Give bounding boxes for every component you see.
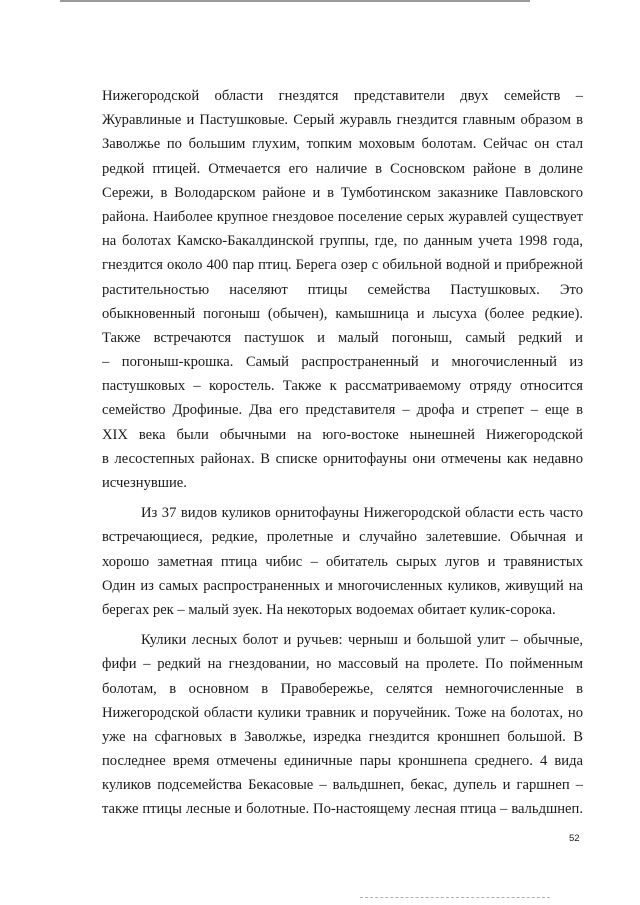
text-line: Из 37 видов куликов орнитофауны Нижегородской области есть часто: [141, 505, 583, 522]
text-line: фифи – редкий на гнездовании, но массовый на пролете. По пойменным: [102, 656, 583, 673]
text-line: на болотах Камско-Бакалдинской группы, где, по данным учета 1998 года,: [102, 233, 583, 250]
text-line: обыкновенный погоныш (обычен), камышница и лысуха (более редкие).: [102, 305, 583, 322]
text-line: Кулики лесных болот и ручьев: черныш и большой улит – обычные,: [141, 632, 583, 649]
page-top-edge: [60, 0, 530, 2]
text-line: берегах рек – малый зуек. На некоторых водоемах обитает кулик-сорока.: [102, 601, 556, 618]
page-number: 52: [569, 833, 580, 844]
text-line: редкой птицей. Отмечается его наличие в Сосновском районе в долине: [102, 160, 583, 177]
text-line: Нижегородской области кулики травник и поручейник. Тоже на болотах, но: [102, 704, 583, 721]
text-line: в лесостепных районах. В списке орнитофауны они отмечены как недавно: [102, 450, 583, 467]
text-line: также птицы лесные и болотные. По-настоящему лесная птица – вальдшнеп.: [102, 801, 583, 818]
text-line: – погоныш-крошка. Самый распространенный и многочисленный из: [102, 354, 583, 371]
paragraph-3: [102, 628, 583, 822]
text-line: болотам, в основном в Правобережье, селятся немногочисленные в: [102, 680, 583, 697]
text-line: последнее время отмечены единичные пары кроншнепа среднего. 4 вида: [102, 753, 583, 770]
text-line: исчезнувшие.: [102, 475, 187, 491]
text-line: Нижегородской области гнездятся представители двух семейств –: [102, 88, 583, 104]
paragraph-2: [102, 501, 583, 622]
text-line: семейство Дрофиные. Два его представителя – дрофа и стрепет – еще в: [102, 402, 583, 419]
text-line: Заволжье по большим глухим, топким моховым болотам. Сейчас он стал: [102, 136, 583, 153]
text-line: Журавлиные и Пастушковые. Серый журавль гнездится главным образом в: [102, 112, 583, 129]
text-line: растительностью населяют птицы семейства Пастушковых. Это: [102, 281, 583, 298]
text-line: пастушковых – коростель. Также к рассматриваемому отряду относится: [102, 378, 583, 395]
text-line: района. Наиболее крупное гнездовое поселение серых журавлей существует: [102, 208, 583, 225]
text-line: куликов подсемейства Бекасовые – вальдшнеп, бекас, дупель и гаршнеп –: [102, 777, 583, 794]
text-line: уже на сфагновых в Заволжье, изредка гнездится кроншнеп большой. В: [102, 728, 583, 745]
text-line: XIX века были обычными на юго-востоке нынешней Нижегородской: [102, 426, 583, 443]
text-line: встречающиеся, редкие, пролетные и случайно залетевшие. Обычная и: [102, 529, 583, 546]
document-body: [102, 84, 583, 822]
text-line: гнездится около 400 пар птиц. Берега озер с обильной водной и прибрежной: [102, 257, 583, 274]
text-line: Также встречаются пастушок и малый погоныш, самый редкий и: [102, 329, 583, 346]
paragraph-1: [102, 84, 583, 495]
text-line: Сережи, в Володарском районе и в Тумботинском заказнике Павловского: [102, 184, 583, 201]
text-line: Один из самых распространенных и многочисленных куликов, живущий на: [102, 577, 583, 594]
text-line: хорошо заметная птица чибис – обитатель сырых лугов и травянистых: [102, 553, 583, 570]
scan-artifact: [360, 897, 550, 899]
